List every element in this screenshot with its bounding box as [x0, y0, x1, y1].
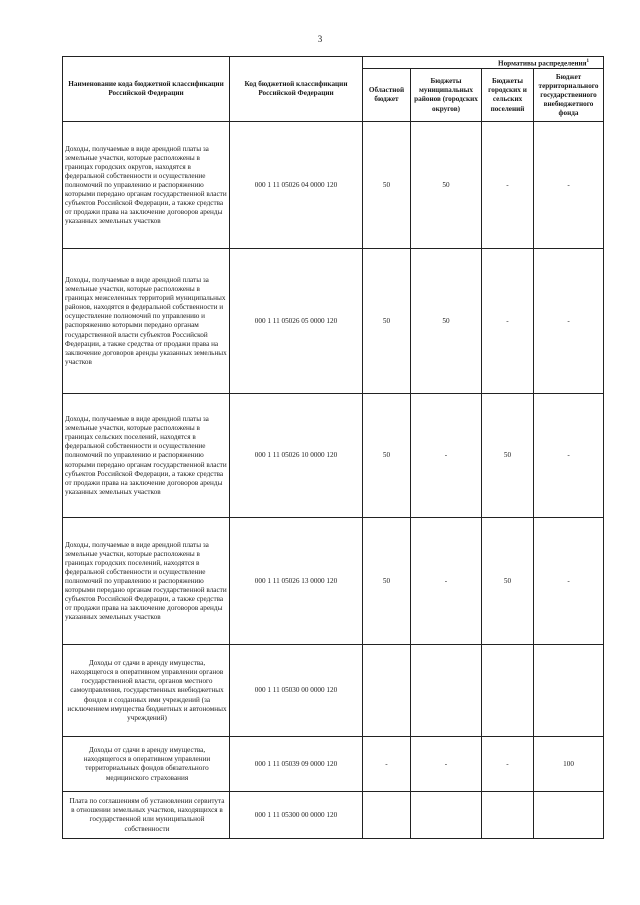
page-number: 3: [317, 34, 323, 44]
table-row: [63, 394, 604, 518]
row-name: Доходы, получаемые в виде арендной платы за земельные участки, которые расположены в границах городских округов, находятся в федеральной собственности и осуществление полномочий по управлению и распоряжению которыми передано органам государственной власти субъектов Российской Федерации, а также средства от продажи права на заключение договоров аренды указанных земельных участков: [63, 122, 230, 249]
row-code: 000 1 11 05026 10 0000 120: [230, 394, 363, 518]
row-fund: [534, 645, 604, 737]
row-municipal: -: [411, 737, 482, 792]
row-municipal: -: [411, 518, 482, 645]
row-regional: [363, 645, 411, 737]
row-name: Доходы, получаемые в виде арендной платы за земельные участки, которые расположены в границах сельских поселений, находятся в федеральной собственности и осуществление полномочий по управлению и распоряжению которыми передано органам государственной власти субъектов Российской Федерации, а также средства от продажи права на заключение договоров аренды указанных земельных участков: [63, 394, 230, 518]
row-settlements: [482, 792, 534, 839]
row-municipal: 50: [411, 249, 482, 394]
row-regional: [363, 792, 411, 839]
row-settlements: 50: [482, 394, 534, 518]
header-name-column: Наименование кода бюджетной классификации Российской Федерации: [63, 57, 230, 122]
row-name: Плата по соглашениям об установлении сервитута в отношении земельных участков, находящихся в государственной или муниципальной собственности: [63, 792, 230, 839]
row-name: Доходы, получаемые в виде арендной платы за земельные участки, которые расположены в границах межселенных территорий муниципальных районов, находятся в федеральной собственности и осуществление полномочий по управлению и распоряжению которыми передано органам государственной власти субъектов Российской Федерации, а также средства от продажи права на заключение договоров аренды указанных земельных участков: [63, 249, 230, 394]
header-code-column: Код бюджетной классификации Российской Федерации: [230, 57, 363, 122]
row-municipal: 50: [411, 122, 482, 249]
row-code: 000 1 11 05030 00 0000 120: [230, 645, 363, 737]
table-row: [63, 518, 604, 645]
header-normatives: Нормативы распределения$^1$: [363, 57, 604, 69]
row-settlements: -: [482, 122, 534, 249]
row-code: 000 1 11 05300 00 0000 120: [230, 792, 363, 839]
table-row: [63, 645, 604, 737]
row-fund: -: [534, 122, 604, 249]
row-fund: 100: [534, 737, 604, 792]
table-row: [63, 792, 604, 839]
row-name: Доходы от сдачи в аренду имущества, находящегося в оперативном управлении территориальных фондов обязательного медицинского страхования: [63, 737, 230, 792]
row-fund: -: [534, 394, 604, 518]
row-code: 000 1 11 05039 09 0000 120: [230, 737, 363, 792]
header-settlement-budgets: Бюджеты городских и сельских поселений: [482, 69, 534, 122]
table-row: [63, 249, 604, 394]
row-municipal: -: [411, 394, 482, 518]
row-regional: 50: [363, 518, 411, 645]
row-code: 000 1 11 05026 04 0000 120: [230, 122, 363, 249]
row-settlements: -: [482, 737, 534, 792]
row-name: Доходы от сдачи в аренду имущества, находящегося в оперативном управлении органов государственной власти, органов местного самоуправления, государственных внебюджетных фондов и созданных ими учреждений (за исключением имущества бюджетных и автономных учреждений): [63, 645, 230, 737]
row-fund: [534, 792, 604, 839]
row-code: 000 1 11 05026 05 0000 120: [230, 249, 363, 394]
row-settlements: 50: [482, 518, 534, 645]
header-regional-budget: Областной бюджет: [363, 69, 411, 122]
row-regional: 50: [363, 122, 411, 249]
table-row: [63, 122, 604, 249]
row-regional: 50: [363, 394, 411, 518]
header-municipal-budgets: Бюджеты муниципальных районов (городских округов): [411, 69, 482, 122]
header-extrabudgetary-fund: Бюджет территориального государственного внебюджетного фонда: [534, 69, 604, 122]
row-municipal: [411, 792, 482, 839]
row-settlements: [482, 645, 534, 737]
table-row: [63, 737, 604, 792]
budget-classification-table: [62, 56, 604, 839]
row-municipal: [411, 645, 482, 737]
row-fund: -: [534, 249, 604, 394]
row-name: Доходы, получаемые в виде арендной платы за земельные участки, которые расположены в границах городских поселений, находятся в федеральной собственности и осуществление полномочий по управлению и распоряжению которыми передано органам государственной власти субъектов Российской Федерации, а также средства от продажи права на заключение договоров аренды указанных земельных участков: [63, 518, 230, 645]
row-code: 000 1 11 05026 13 0000 120: [230, 518, 363, 645]
row-regional: -: [363, 737, 411, 792]
row-regional: 50: [363, 249, 411, 394]
row-settlements: -: [482, 249, 534, 394]
row-fund: -: [534, 518, 604, 645]
